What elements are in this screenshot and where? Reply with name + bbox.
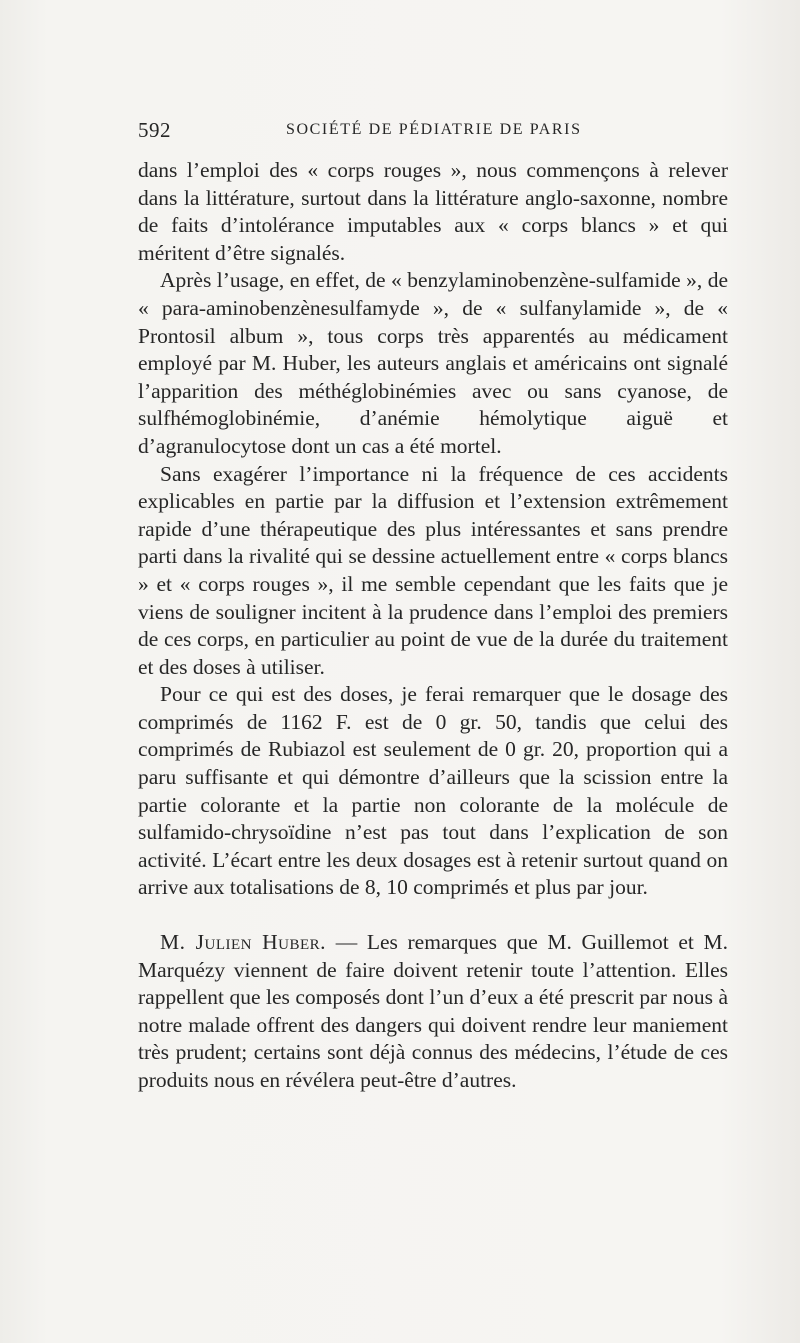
paragraph: dans l’emploi des « corps rouges », nous commençons à relever dans la littérature, surtout dans la littérature anglo-saxonne, nombre de faits d’intolérance imputables aux « corps blancs » et qui méritent d’être signalés. [138,158,728,265]
paragraph: Pour ce qui est des doses, je ferai remarquer que le dosage des comprimés de 1162 F. est de 0 gr. 50, tandis que celui des comprimés de Rubiazol est seulement de 0 gr. 20, proportion qui a paru suffisante et qui démontre d’ailleurs que la scission entre la partie colorante et la partie non colorante de la molécule de sulfamido-chrysoïdine n’est pas tout dans l’explication de son activité. L’écart entre les deux dosages est à retenir surtout quand on arrive aux totalisations de 8, 10 comprimés et plus par jour. [138,682,728,900]
page-number: 592 [138,118,171,142]
speech-text: — Les remarques que M. Guillemot et M. Marquézy viennent de faire doivent retenir toute l’attention. Elles rappellent que les composés dont l’un d’eux a été prescrit par nous à notre malade offrent des dangers qui doivent rendre leur maniement très prudent; certains sont déjà connus des médecins, l’étude de ces produits nous en révélera peut-être d’autres. [138,930,728,1092]
page-header [138,118,728,148]
speech-paragraph [138,929,728,1095]
speaker-name: M. Julien Huber. [160,930,327,955]
paragraph: Après l’usage, en effet, de « benzylaminobenzène-sulfamide », de « para-aminobenzènesulfamyde », de « sulfanylamide », de « Prontosil album », tous corps très apparentés au médicament employé par M. Huber, les auteurs anglais et américains ont signalé l’apparition des méthéglobinémies avec ou sans cyanose, de sulfhémoglobinémie, d’anémie hémolytique aiguë et d’agranulocytose dont un cas a été mortel. [138,268,728,458]
running-head: SOCIÉTÉ DE PÉDIATRIE DE PARIS [286,121,582,138]
paragraph: Sans exagérer l’importance ni la fréquence de ces accidents explicables en partie par la diffusion et l’extension extrêmement rapide d’une thérapeutique des plus intéressantes et sans prendre parti dans la rivalité qui se dessine actuellement entre « corps blancs » et « corps rouges », il me semble cependant que les faits que je viens de souligner incitent à la prudence dans l’emploi des premiers de ces corps, en particulier au point de vue de la durée du traitement et des doses à utiliser. [138,461,728,679]
body-text [138,157,728,1095]
